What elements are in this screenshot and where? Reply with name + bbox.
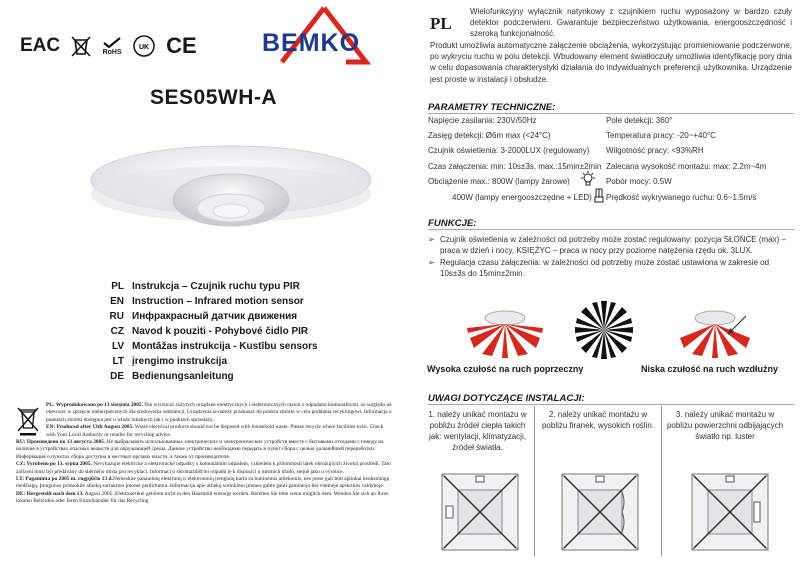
- legal-pl: PL: Wyprodukowano po 13 sierpnia 2005. Nie wyrzucać zużytych urządzeń elektrycznych i elektronicznych razem z odpadami komunalnymi, ze względu na obecność w sprzęcie niebezpiecznych dla środowiska substancji. Urządzenia te należy przekazać do punktu zbiórki w celu poddania recyklingowi. Informacja o punktach zbiórki dostępna jest u władz lokalnych jak i w punktach sprzedaży.: [46, 402, 392, 423]
- param-voltage: Napięcie zasilania: 230V/50Hz: [428, 116, 537, 125]
- install-divider: [428, 404, 794, 405]
- param-range: Zasięg detekcji: Ø6m max (<24°C): [428, 131, 551, 140]
- param-time: Czas załączenia: min: 10s±3s, max.:15min±2min: [428, 162, 602, 171]
- svg-text:UK: UK: [139, 44, 150, 51]
- language-row-de: DE Bedienungsanleitung: [110, 371, 234, 382]
- sensitivity-low-diagram: [676, 304, 754, 358]
- function-item: ➢ Czujnik oświetlenia w zależności od potrzeby może zostać regulowany: pozycja SŁOŃCE (max) – praca w dzień i nocy, KSIĘŻYC – praca w nocy przy poziome natężenia rzędu ok. 3LUX.: [428, 235, 786, 255]
- certification-marks: [20, 34, 197, 58]
- weee-disclaimer: [16, 402, 392, 506]
- legal-en: EN: Produced after 13th August 2005. Waste electrical products should not be disposed with household waste. Please recycle where facilities exist. Check with Your Local Authority or retailer for recycling advice.: [46, 424, 384, 438]
- param-temperature: Temperatura pracy: -20~+40°C: [606, 131, 716, 140]
- language-row-cz: CZ Navod k pouziti - Pohybové čidlo PIR: [110, 326, 309, 337]
- detection-pattern-diagram: [574, 300, 634, 360]
- functions-divider: [428, 229, 794, 230]
- language-tag: PL: [430, 14, 452, 33]
- param-load-led: 400W (lampy energooszczędne + LED): [452, 193, 592, 202]
- rohs-mark: RoHS: [102, 48, 122, 56]
- language-row-lv: LV Montāžas instrukcija - Kustību sensors: [111, 341, 318, 352]
- model-number: SES05WH-A: [150, 86, 278, 109]
- energy-saving-bulb-icon: [593, 188, 605, 204]
- room-heat-source-diagram: [440, 472, 520, 552]
- ukca-mark-icon: [132, 34, 156, 58]
- weee-bin-icon: [70, 34, 92, 58]
- eac-mark: EAC: [20, 35, 61, 56]
- language-list: [90, 279, 330, 384]
- install-box-2: 2. należy unikać montażu w pobliżu firanek, wysokich roślin.: [535, 406, 662, 556]
- install-box-1: 1. należy unikać montażu w pobliżu źródeł ciepła takich jak: wentylacji, klimatyzacji, źródeł światła.: [421, 406, 535, 556]
- legal-de: DE: Hergestellt nach dem 13. August 2005. Elektroartikel gehören nicht in den Hausmüll entsorgt werden. Bereiten Sie bitte wenn möglich dem. Wenden Sie sich an Ihren lokalen Behörden oder Ihren Einzelhändler für das Recycling: [16, 490, 389, 505]
- language-row-pl: PL Instrukcja – Czujnik ruchu typu PIR: [111, 281, 300, 292]
- param-humidity: Wilgotność pracy: <93%RH: [606, 146, 704, 155]
- functions-title: FUNKCJE:: [428, 218, 477, 229]
- language-row-lt: LT įrengimo instrukcija: [112, 356, 228, 367]
- motion-sensor-image: [86, 118, 376, 258]
- ce-mark: CE: [166, 33, 197, 58]
- sensitivity-high-diagram: [466, 304, 544, 358]
- caption-high-sensitivity: Wysoka czułość na ruch poprzeczny: [427, 364, 584, 374]
- intro-first: Wielofunkcyjny wyłącznik natynkowy z czujnikiem ruchu wyposażony w bardzo czuły detektor podczerwieni. Gwarantuje bezpieczeństwo użytkowania, energooszczędność i szeroką funkcjonalność.: [470, 7, 792, 38]
- brand-name: BEMKO: [262, 29, 361, 57]
- rohs-check-icon: [102, 37, 122, 49]
- legal-ru: RU: Произведено по 13 августа 2005. Не выбрасывать использованных электрических и электронических устройств вместе с бытовыми отходами с поводу на наличие в устройствах опасных веществ для окружающей среды. Данное устройство необходимо передать в пункт сбора с целью дальнейшей переработки. Информация о пунктах сбора доступна в местных органах власти, а также от производителя.: [16, 439, 384, 460]
- params-title: PARAMETRY TECHNICZNE:: [428, 102, 556, 113]
- caption-low-sensitivity: Niska czułość na ruch wzdłużny: [641, 364, 779, 374]
- install-title: UWAGI DOTYCZĄCE INSTALACJI:: [428, 393, 585, 404]
- room-mirror-diagram: [690, 472, 770, 552]
- param-field: Pole detekcji: 360°: [606, 116, 673, 125]
- params-divider: [428, 113, 794, 114]
- param-height: Zalecana wysokość montażu: max: 2.2m~4m: [606, 162, 767, 171]
- language-row-ru: RU Инфракрасный датчик движения: [109, 311, 298, 322]
- room-curtains-diagram: [560, 472, 640, 552]
- bulb-icon: [580, 171, 596, 187]
- language-row-en: EN Instruction – Infrared motion sensor: [110, 296, 304, 307]
- legal-cz: CZ: Vyrobeno po 13. srpna 2005. Nevyhazujte elektrické a elektronické odpadky s komunálním odpadem, vzhledem k přítomnosti látek ohrožujících životní prostředí. Tato zařízení musí být předávány do sběrného místa pro recyklaci. Informaci o shromaždišťmi odpadů je k dispozici u místních úřadů, stejně jako u výrobce.: [16, 461, 391, 475]
- param-light-sensor: Czujnik oświetlenia: 3-2000LUX (regulowany): [428, 146, 590, 155]
- param-power: Pobór mocy: 0.5W: [606, 177, 672, 186]
- install-box-3: 3. należy unikać montażu w pobliżu powierzchni odbijających światło np. luster: [666, 410, 784, 441]
- functions-list: [428, 234, 794, 280]
- legal-lt: LT: Pagaminta po 2005 m. rugpjūčio 13 d.Nemeskite panaudotų elektrinių ir elektroninių įrenginių kartu su buitinėmis atliekomis, nes juose gali būti aplinkai kenksmingų medžiagų. Įrenginius priduokite atliekų surinkimo įmonei perdirbimui. Informacija apie atliekų surinkimo įmones galite gauti gamintojo bei vietinėje apskrities valdyboje.: [16, 476, 390, 490]
- param-speed: Prędkość wykrywanego ruchu: 0.6~1.5m/s: [606, 193, 757, 202]
- intro-rest: Produkt umożliwia automatyczne załączenie obciążenia, wykorzystując promieniowanie podczerwone, po wykryciu ruchu w polu detekcji. Wbudowany element światłoczuły umożliwia identyfikację pory dnia w celu dopasowania charakterystyki działania do indywidualnych preferencji użytkownika. Urządzenie jest proste w instalacji i obsłudze.: [430, 41, 792, 84]
- function-item: ➢ Regulacja czasu załączenia: w zależności od potrzeby może zostać ustawiona w zakresie od 10s±3s do 15min±2min.: [428, 258, 770, 278]
- param-load-max: Obciążenie max.: 800W (lampy żarowe): [428, 177, 570, 186]
